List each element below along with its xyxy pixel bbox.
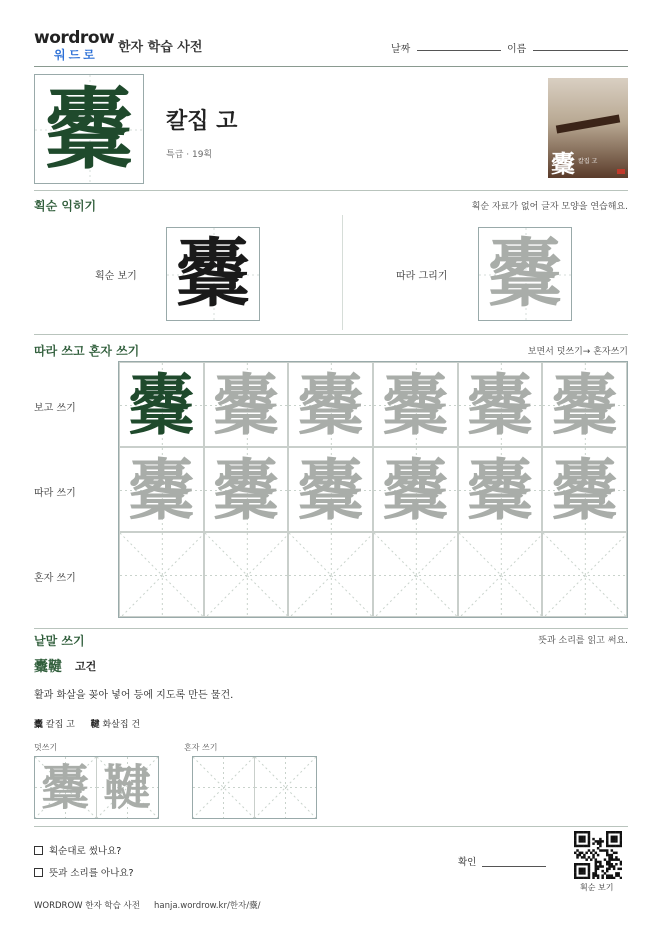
trace-character: 櫜	[382, 365, 449, 444]
word-trace-boxes[interactable]	[34, 756, 159, 819]
qr-code-icon[interactable]	[574, 831, 622, 879]
grid-cell[interactable]	[458, 532, 543, 617]
stroke-view-label: 획순 보기	[95, 271, 137, 282]
date-label: 날짜	[391, 44, 411, 55]
checklist-text-1: 획순대로 썼나요?	[49, 846, 122, 857]
writing-section-title: 따라 쓰고 혼자 쓰기	[34, 344, 140, 358]
word-section-note: 뜻과 소리를 읽고 써요.	[538, 636, 628, 646]
word-solo-label: 혼자 쓰기	[184, 743, 218, 752]
word-trace-character: 櫜	[41, 759, 90, 816]
gloss-text-1: 칼집 고	[45, 720, 75, 730]
hero-character-box	[34, 74, 144, 184]
grid-cell[interactable]	[119, 532, 204, 617]
stroke-trace-character: 櫜	[488, 231, 562, 317]
gloss-char-1: 櫜	[34, 720, 44, 730]
checklist-item-2[interactable]	[34, 865, 134, 879]
grid-divider	[34, 628, 628, 629]
trace-character: 櫜	[128, 450, 195, 529]
trace-character: 櫜	[297, 450, 364, 529]
trace-character: 櫜	[466, 450, 533, 529]
word-box[interactable]	[35, 757, 97, 818]
grid-cell[interactable]	[373, 447, 458, 532]
header-divider	[34, 66, 628, 67]
grid-cell[interactable]	[288, 447, 373, 532]
checklist-text-2: 뜻과 소리를 아나요?	[49, 868, 134, 879]
grid-cell[interactable]	[288, 532, 373, 617]
qr-caption: 획순 보기	[580, 883, 614, 892]
word-section-divider	[34, 826, 628, 827]
date-field[interactable]	[417, 50, 501, 51]
word-definition: 활과 화살을 꽂아 넣어 등에 지도록 만든 물건.	[34, 690, 234, 701]
word-reading: 고건	[75, 660, 97, 673]
cell-guide-lines	[120, 533, 204, 617]
grid-cell[interactable]	[119, 362, 204, 447]
word-box[interactable]	[255, 757, 317, 818]
trace-character: 櫜	[212, 365, 279, 444]
cell-guide-lines	[289, 533, 373, 617]
gloss-list	[34, 717, 140, 730]
cell-guide-lines	[374, 533, 458, 617]
stroke-trace-box[interactable]	[478, 227, 572, 321]
hero-character: 櫜	[44, 77, 133, 181]
grid-cell[interactable]	[119, 447, 204, 532]
stroke-view-character: 櫜	[176, 231, 250, 317]
stroke-section-divider	[34, 334, 628, 335]
cell-guide-lines	[205, 533, 289, 617]
grid-cell[interactable]	[458, 447, 543, 532]
trace-character: 櫜	[551, 450, 618, 529]
row-label-look: 보고 쓰기	[34, 403, 76, 414]
confirm-label: 확인	[458, 857, 477, 868]
grid-cell[interactable]	[204, 532, 289, 617]
gloss-char-2: 鞬	[90, 720, 100, 730]
gloss-text-2: 화살집 건	[102, 720, 141, 730]
checkbox-icon[interactable]	[34, 846, 43, 855]
word-box-guide	[255, 757, 316, 818]
logo-wordmark: wordrow	[34, 28, 115, 48]
writing-grid	[118, 361, 628, 618]
trace-character: 櫜	[212, 450, 279, 529]
word-hanja: 櫜鞬	[34, 659, 62, 675]
grid-cell[interactable]	[288, 362, 373, 447]
grid-cell[interactable]	[542, 447, 627, 532]
row-label-trace: 따라 쓰기	[34, 488, 76, 499]
header-title: 한자 학습 사전	[118, 40, 203, 55]
thumbnail-character: 櫜	[551, 149, 575, 178]
stroke-section-title: 획순 익히기	[34, 199, 97, 213]
stroke-view-box	[166, 227, 260, 321]
confirm-field[interactable]	[482, 866, 546, 867]
grid-cell[interactable]	[373, 532, 458, 617]
wordrow-logo	[34, 28, 114, 64]
word-solo-boxes[interactable]	[192, 756, 317, 819]
word-box[interactable]	[97, 757, 159, 818]
footer-url[interactable]: hanja.wordrow.kr/한자/櫜/	[154, 901, 261, 911]
name-field[interactable]	[533, 50, 628, 51]
checkbox-icon[interactable]	[34, 868, 43, 877]
writing-section-note: 보면서 덧쓰기→ 혼자쓰기	[527, 347, 628, 357]
grid-cell[interactable]	[458, 362, 543, 447]
grid-cell[interactable]	[542, 362, 627, 447]
hero-divider	[34, 190, 628, 191]
row-label-solo: 혼자 쓰기	[34, 573, 76, 584]
grid-cell[interactable]	[204, 447, 289, 532]
cell-guide-lines	[459, 533, 543, 617]
grid-cell[interactable]	[204, 362, 289, 447]
footer-brand: WORDROW 한자 학습 사전	[34, 901, 140, 911]
word-box-guide	[193, 757, 254, 818]
word-box[interactable]	[193, 757, 255, 818]
word-trace-character: 鞬	[103, 759, 152, 816]
word-trace-label: 덧쓰기	[34, 743, 58, 752]
thumbnail-illustration	[556, 115, 620, 134]
stroke-section-note: 획순 자료가 없어 글자 모양을 연습해요.	[471, 202, 628, 212]
hero-meaning: 칼집 고	[166, 109, 238, 134]
grid-cell[interactable]	[373, 362, 458, 447]
trace-character: 櫜	[466, 365, 533, 444]
character-thumbnail[interactable]	[548, 78, 628, 178]
name-label: 이름	[507, 44, 527, 55]
trace-character: 櫜	[297, 365, 364, 444]
model-character: 櫜	[128, 365, 195, 444]
grid-cell[interactable]	[542, 532, 627, 617]
thumbnail-caption: 칼집 고	[578, 158, 598, 165]
checklist-item-1[interactable]	[34, 843, 121, 857]
trace-character: 櫜	[382, 450, 449, 529]
stroke-divider	[342, 215, 343, 330]
word-section-title: 낱말 쓰기	[34, 634, 85, 648]
thumbnail-badge	[617, 169, 625, 174]
stroke-trace-label: 따라 그리기	[396, 271, 448, 282]
cell-guide-lines	[543, 533, 627, 617]
trace-character: 櫜	[551, 365, 618, 444]
hero-meta: 특급 · 19획	[166, 150, 213, 160]
logo-korean: 워드로	[54, 48, 98, 62]
